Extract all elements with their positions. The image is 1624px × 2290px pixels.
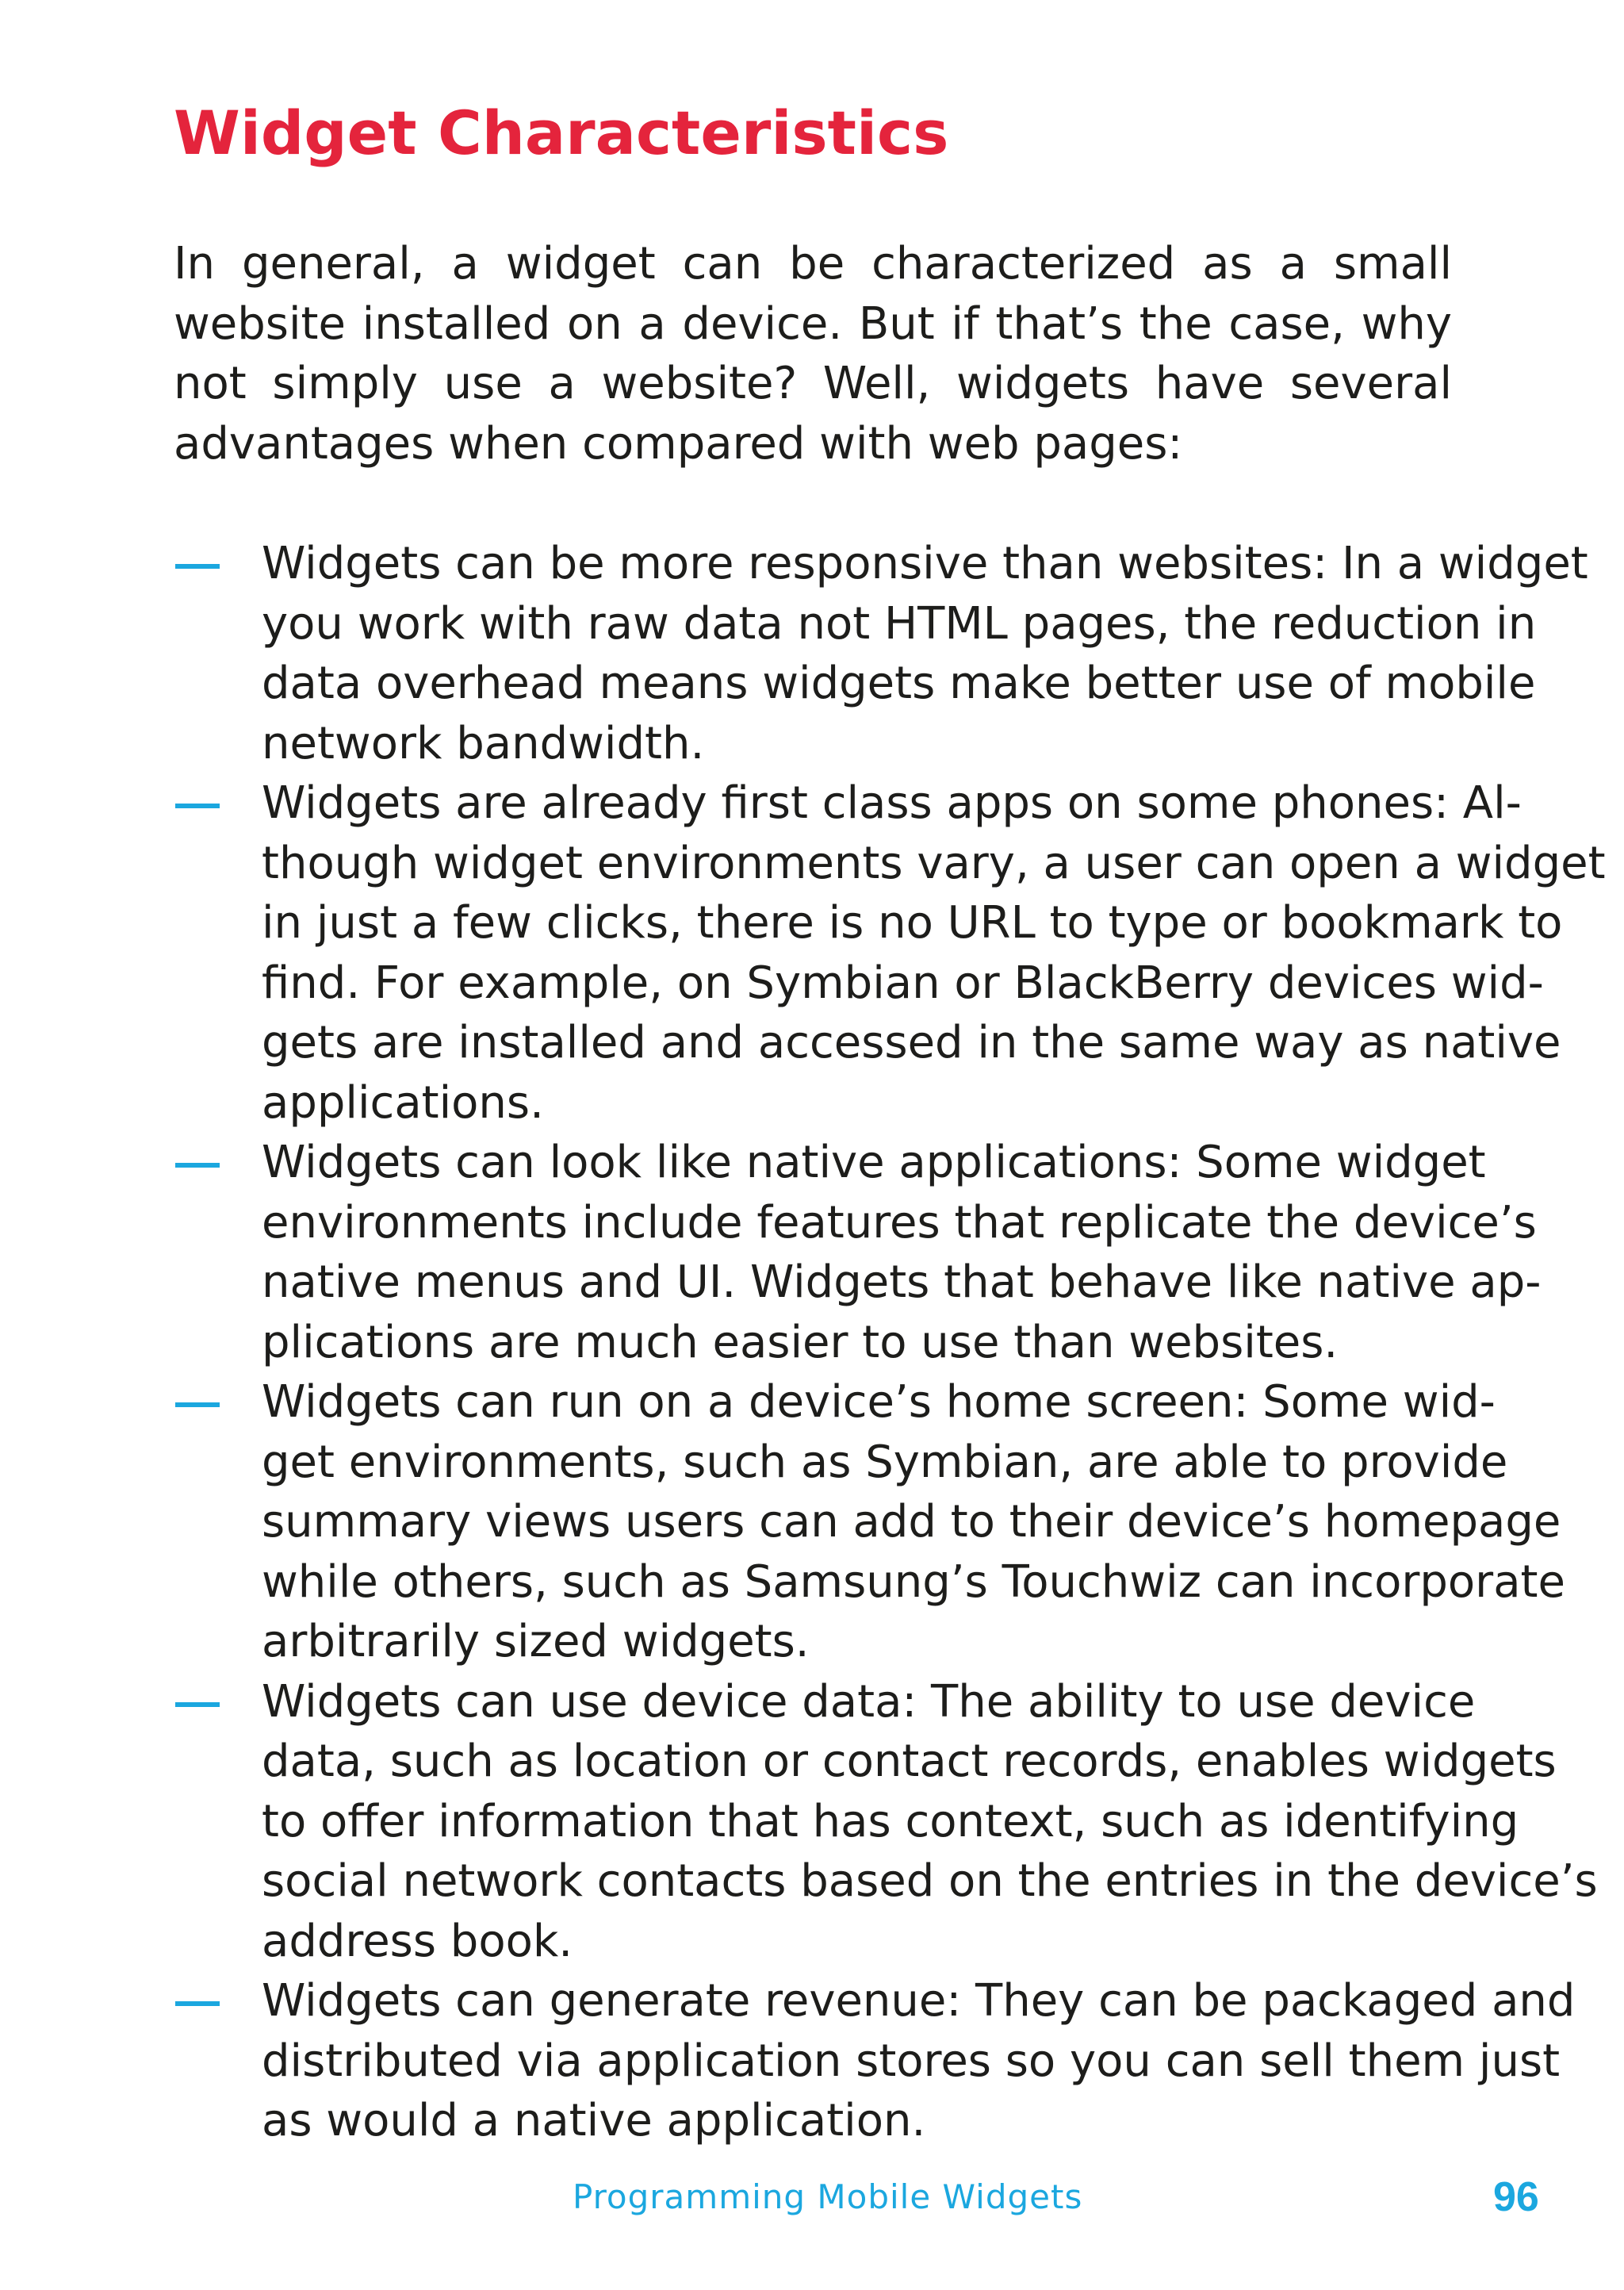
bullet-dash-icon [175, 804, 220, 808]
list-item-line: environments include features that replicate the device’s [262, 1196, 1537, 1249]
list-item-line: gets are installed and accessed in the same way as native [262, 1017, 1561, 1068]
list-item [174, 1372, 1565, 1672]
list-item-line: summary views users can add to their device’s homepage [262, 1496, 1561, 1548]
list-item [174, 773, 1606, 1133]
advantages-list [174, 534, 1606, 2151]
list-item-line: Widgets can generate revenue: They can be packaged and [262, 1975, 1576, 2027]
list-item-line: arbitrarily sized widgets. [262, 1616, 810, 1667]
footer-book-title: Programming Mobile Widgets [573, 2177, 1083, 2216]
list-item-line: you work with raw data not HTML pages, the reduction in [262, 597, 1537, 650]
list-item-line: applications. [262, 1076, 544, 1129]
list-item [174, 1971, 1576, 2151]
list-item-line: network bandwidth. [262, 717, 705, 769]
list-item-line: distributed via application stores so you can sell them just [262, 2035, 1561, 2087]
list-item-line: get environments, such as Symbian, are able to provide [262, 1436, 1508, 1488]
list-item-line: social network contacts based on the entries in the device’s [262, 1855, 1598, 1907]
list-item-line: data overhead means widgets make better use of mobile [262, 658, 1536, 709]
intro-paragraph: In general, a widget can be characterized as a small website installed on a device. But if that’s the case, why not simply use a website? Well, widgets have several advantages when compared with web pages: [174, 238, 1452, 470]
list-item-line: while others, such as Samsung’s Touchwiz can incorporate [262, 1555, 1565, 1608]
list-item-line: in just a few clicks, there is no URL to type or bookmark to [262, 897, 1563, 949]
list-item-line: Widgets can be more responsive than websites: In a widget [262, 538, 1588, 589]
list-item-line: find. For example, on Symbian or BlackBerry devices wid- [262, 957, 1544, 1009]
list-item-line: Widgets can use device data: The ability to use device [262, 1675, 1476, 1728]
list-item-line: Widgets are already first class apps on some phones: Al- [262, 777, 1522, 829]
list-item-line: plications are much easier to use than websites. [262, 1316, 1339, 1368]
list-item-line: address book. [262, 1915, 573, 1967]
list-item-line: data, such as location or contact records, enables widgets [262, 1736, 1557, 1787]
bullet-dash-icon [175, 2001, 220, 2006]
bullet-dash-icon [175, 564, 220, 569]
list-item [174, 1133, 1542, 1372]
bullet-dash-icon [175, 1702, 220, 1707]
page-number: 96 [1493, 2174, 1539, 2220]
bullet-dash-icon [175, 1163, 220, 1168]
bullet-dash-icon [175, 1402, 220, 1407]
list-item-line: though widget environments vary, a user can open a widget [262, 837, 1606, 889]
list-item-line: Widgets can run on a device’s home screen: Some wid- [262, 1376, 1496, 1428]
list-item-line: native menus and UI. Widgets that behave like native ap- [262, 1256, 1542, 1308]
list-item [174, 534, 1588, 773]
list-item [174, 1672, 1598, 1972]
list-item-line: Widgets can look like native applications: Some widget [262, 1137, 1486, 1188]
list-item-line: as would a native application. [262, 2095, 926, 2146]
page-title: Widget Characteristics [174, 98, 949, 168]
list-item-line: to offer information that has context, such as identifying [262, 1795, 1519, 1847]
